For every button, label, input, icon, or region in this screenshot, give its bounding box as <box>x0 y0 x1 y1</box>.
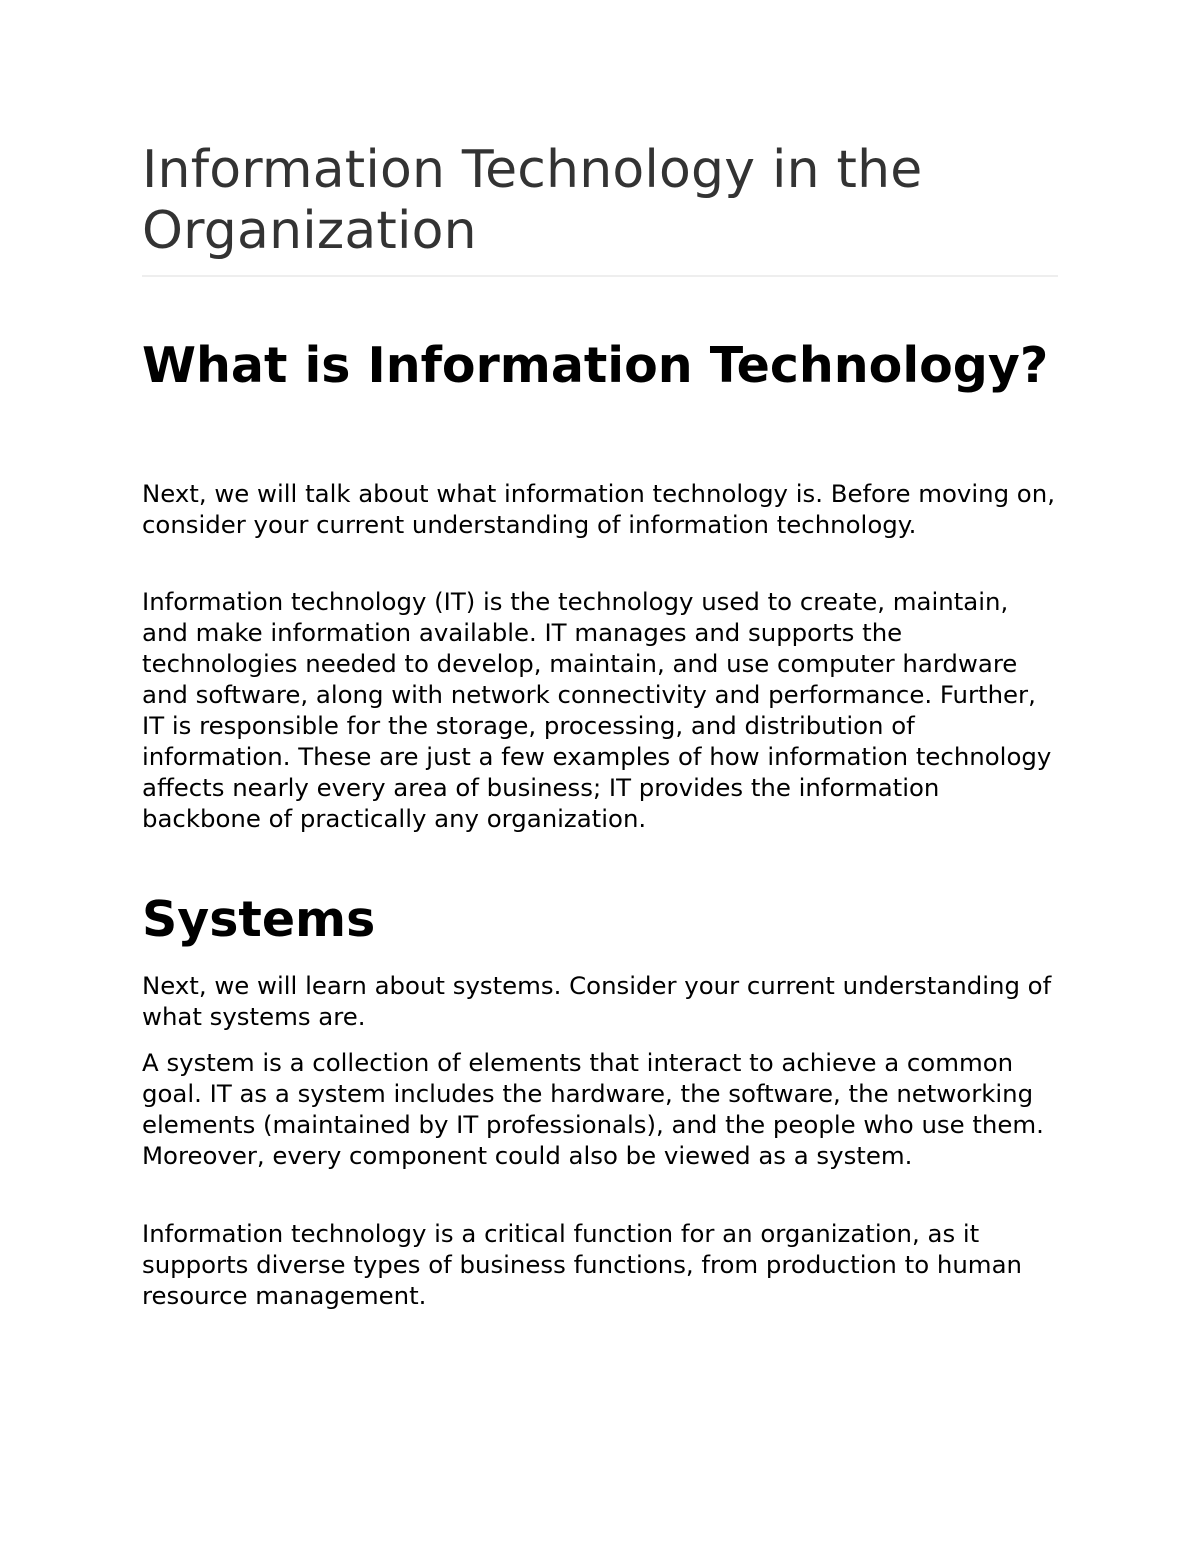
document-title: Information Technology in the Organization <box>142 140 923 261</box>
section-2-paragraph-1: Next, we will learn about systems. Consider your current understanding of what systems are. <box>142 971 1052 1031</box>
section-heading-what-is-it: What is Information Technology? <box>142 337 1049 394</box>
section-heading-systems: Systems <box>142 891 376 948</box>
section-2-paragraph-3: Information technology is a critical function for an organization, as it supports diverse types of business functions, from production to human resource management. <box>142 1219 1022 1310</box>
section-2-paragraph-2: A system is a collection of elements that interact to achieve a common goal. IT as a system includes the hardware, the software, the networking elements (maintained by IT professionals), and the people who use them. Moreover, every component could also be viewed as a system. <box>142 1048 1044 1170</box>
section-1-paragraph-2: Information technology (IT) is the technology used to create, maintain, and make information available. IT manages and supports the technologies needed to develop, maintain, and use computer hardware and software, along with network connectivity and performance. Further, IT is responsible for the storage, processing, and distribution of information. These are just a few examples of how information technology affects nearly every area of business; IT provides the information backbone of practically any organization. <box>142 587 1052 833</box>
section-1-paragraph-1: Next, we will talk about what information technology is. Before moving on, consider your current understanding of information technology. <box>142 479 1055 539</box>
title-divider <box>142 275 1058 277</box>
